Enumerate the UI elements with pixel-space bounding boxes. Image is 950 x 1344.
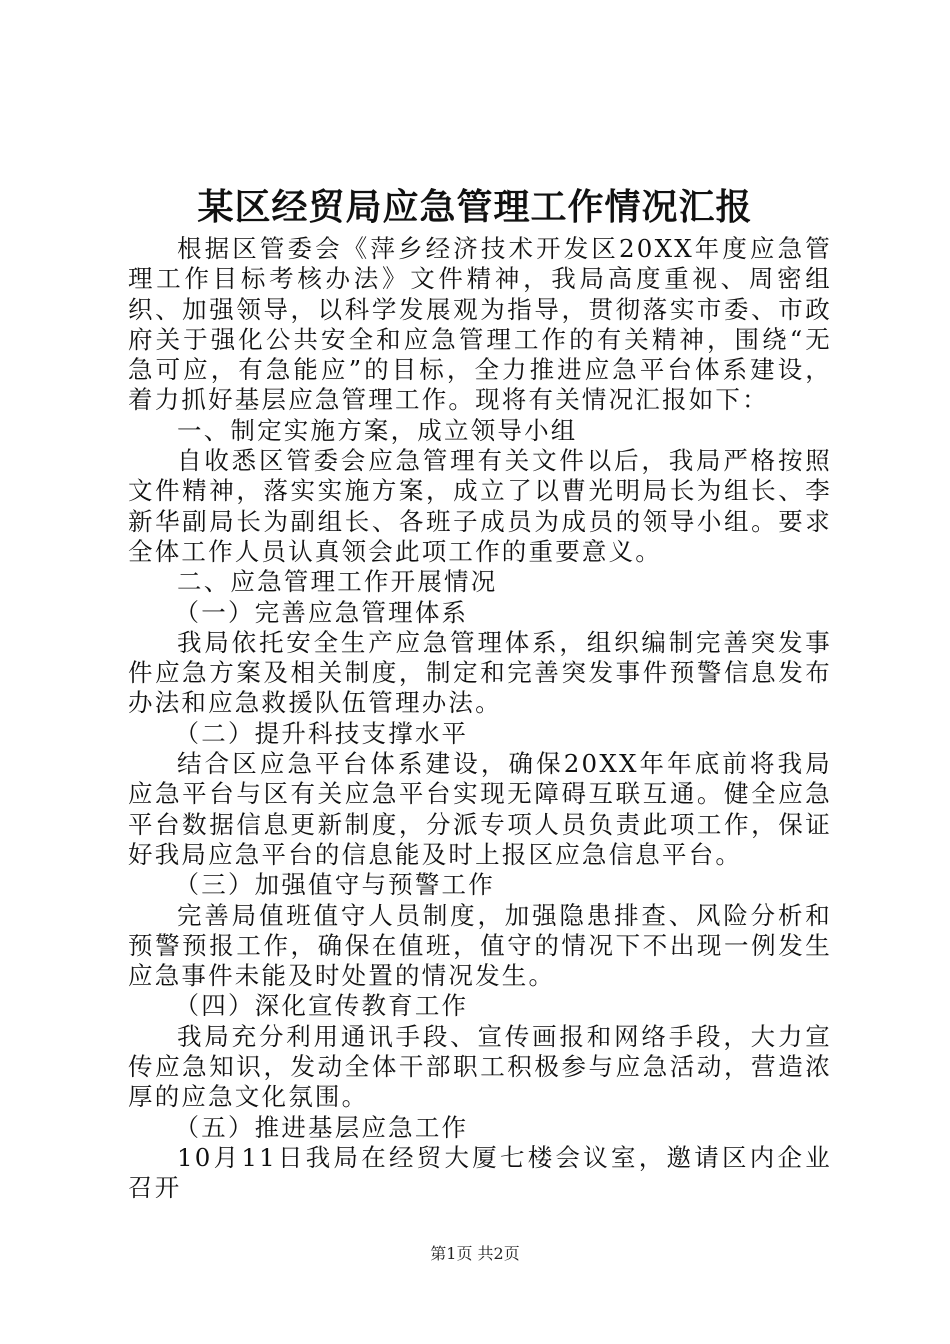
paragraph-leadership-group: 自收悉区管委会应急管理有关文件以后，我局严格按照文件精神，落实实施方案，成立了以曹光明局长为组长、李新华副局长为副组长、各班子成员为成员的领导小组。要求全体工作人员认真领会此项工作的重要意义。 [128,446,832,566]
document-body [128,234,832,1204]
subsection-heading-2: （二）提升科技支撑水平 [174,718,469,748]
paragraph-management-system: 我局依托安全生产应急管理体系，组织编制完善突发事件应急方案及相关制度，制定和完善突发事件预警信息发布办法和应急救援队伍管理办法。 [128,627,832,718]
paragraph-publicity: 我局充分利用通讯手段、宣传画报和网络手段，大力宣传应急知识，发动全体干部职工积极参与应急活动，营造浓厚的应急文化氛围。 [128,1021,832,1112]
subsection-heading-4: （四）深化宣传教育工作 [174,991,469,1021]
subsection-heading-3: （三）加强值守与预警工作 [174,870,495,900]
subsection-heading-5: （五）推进基层应急工作 [174,1112,469,1142]
section-heading-1: 一、制定实施方案，成立领导小组 [177,415,578,445]
document-title: 某区经贸局应急管理工作情况汇报 [197,186,753,228]
paragraph-tech-support: 结合区应急平台体系建设，确保20XX年年底前将我局应急平台与区有关应急平台实现无障碍互联互通。健全应急平台数据信息更新制度，分派专项人员负责此项工作，保证好我局应急平台的信息能及时上报区应急信息平台。 [128,749,832,869]
section-heading-2: 二、应急管理工作开展情况 [177,567,498,597]
paragraph-intro: 根据区管委会《萍乡经济技术开发区20XX年度应急管理工作目标考核办法》文件精神，我局高度重视、周密组织、加强领导，以科学发展观为指导，贯彻落实市委、市政府关于强化公共安全和应急管理工作的有关精神，围绕“无急可应，有急能应”的目标，全力推进应急平台体系建设，着力抓好基层应急管理工作。现将有关情况汇报如下： [128,234,832,415]
page-footer: 第1页 共2页 [430,1244,520,1263]
paragraph-duty-warning: 完善局值班值守人员制度，加强隐患排查、风险分析和预警预报工作，确保在值班，值守的情况下不出现一例发生应急事件未能及时处置的情况发生。 [128,900,832,991]
subsection-heading-1: （一）完善应急管理体系 [174,597,469,627]
paragraph-grassroots: 10月11日我局在经贸大厦七楼会议室，邀请区内企业召开 [128,1142,832,1203]
